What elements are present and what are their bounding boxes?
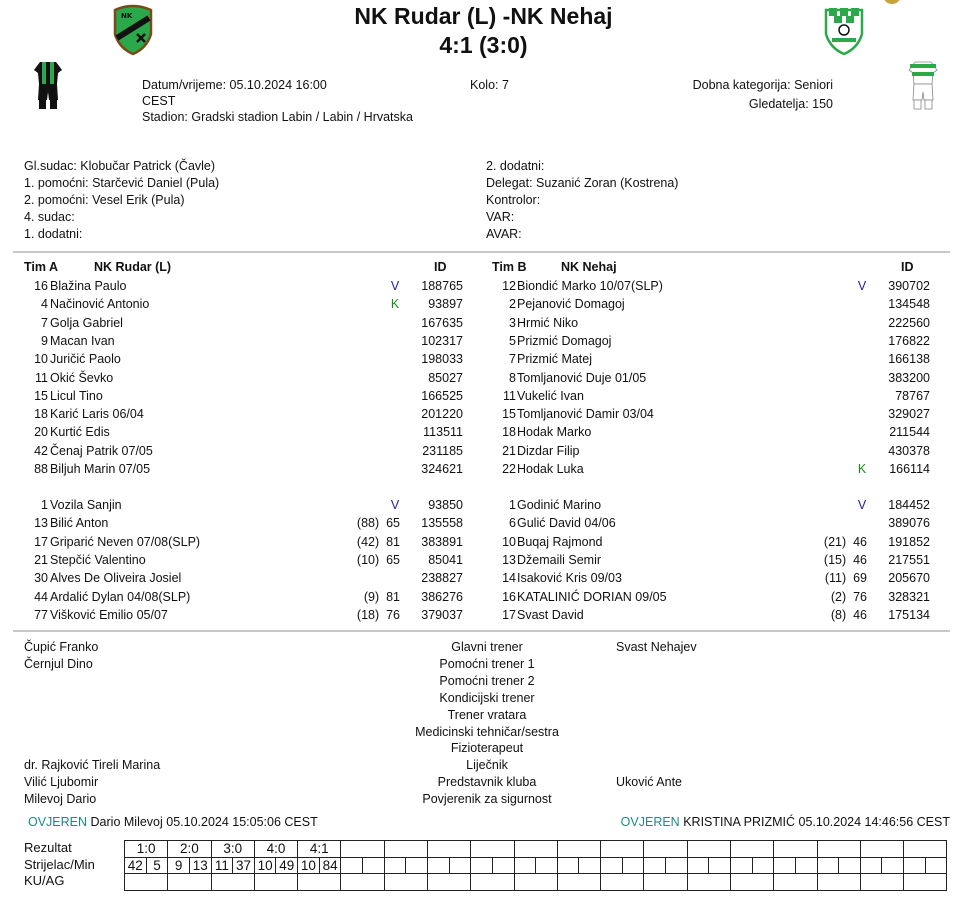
player-name: Okić Ševko: [50, 370, 114, 385]
player-number: 16: [502, 589, 516, 604]
match-stadium: Stadion: Gradski stadion Labin / Labin / Hrvatska: [142, 110, 413, 124]
goals-grid: [124, 840, 947, 891]
score-cell: 2:0: [168, 841, 211, 858]
scorer-cell: [687, 857, 709, 874]
minute-cell: [795, 857, 817, 874]
player-id: 198033: [421, 352, 463, 367]
player-number: 5: [509, 333, 516, 348]
player-number: 6: [509, 516, 516, 531]
staff-role: Liječnik: [466, 758, 508, 773]
player-id: 217551: [888, 552, 930, 567]
minute-cell: [709, 857, 731, 874]
player-id: 176822: [888, 333, 930, 348]
player-number: 42: [34, 443, 48, 458]
home-verified-text: Dario Milevoj 05.10.2024 15:05:06 CEST: [90, 815, 318, 829]
scorer-row: [125, 857, 947, 874]
player-name: Višković Emilio 05/07: [50, 607, 168, 622]
player-name: Načinović Antonio: [50, 297, 150, 312]
goalkeeper-mark: V: [857, 279, 867, 293]
substitution-info: (8) 46: [830, 607, 867, 622]
player-id: 211544: [889, 425, 930, 440]
substitution-info: (15) 46: [823, 552, 867, 567]
goalkeeper-mark: V: [390, 498, 400, 512]
minute-cell: [882, 857, 904, 874]
staff-role: Povjerenik za sigurnost: [422, 792, 552, 807]
svg-text:NK: NK: [121, 12, 133, 20]
starter-row: [0, 387, 967, 405]
score-cell: [687, 841, 730, 858]
player-name: Buqaj Rajmond: [517, 534, 603, 549]
official-assistant-1: 1. pomoćni: Starčević Daniel (Pula): [24, 176, 220, 190]
minute-cell: [492, 857, 514, 874]
result-row-label: Rezultat: [24, 840, 72, 855]
player-number: 21: [34, 552, 48, 567]
substitution-info: (11) 69: [824, 571, 867, 586]
scorer-cell: 10: [298, 857, 320, 874]
away-club-logo-icon: [822, 4, 866, 56]
player-number: 21: [502, 443, 516, 458]
player-id: 329027: [888, 407, 930, 422]
player-id: 379037: [421, 607, 463, 622]
score-cell: [644, 841, 687, 858]
official-controller: Kontrolor:: [486, 193, 541, 207]
player-number: 17: [502, 607, 516, 622]
ku-ag-cell: [514, 874, 557, 891]
player-name: Biljuh Marin 07/05: [50, 462, 151, 476]
player-number: 13: [34, 516, 48, 531]
ku-ag-cell: [254, 874, 297, 891]
away-verified-text: KRISTINA PRIZMIĆ 05.10.2024 14:46:56 CEST: [683, 815, 950, 829]
staff-role: Predstavnik kluba: [437, 775, 537, 790]
score-cell: 4:1: [298, 841, 341, 858]
player-number: 11: [35, 370, 48, 385]
ku-ag-cell: [211, 874, 254, 891]
substitute-row: [0, 588, 967, 606]
player-number: 9: [41, 333, 48, 348]
player-name: Prizmić Matej: [517, 352, 593, 367]
substitution-info: (2) 76: [830, 589, 867, 604]
team-b-id-header: ID: [901, 260, 914, 274]
player-id: 328321: [888, 589, 930, 604]
score-cell: [904, 841, 947, 858]
match-timezone: CEST: [142, 94, 176, 108]
divider: [13, 630, 950, 632]
ku-ag-cell: [730, 874, 773, 891]
team-b-name: NK Nehaj: [561, 260, 617, 274]
scorer-cell: 9: [168, 857, 190, 874]
substitution-info: (88) 65: [356, 516, 400, 531]
starter-row: [0, 405, 967, 423]
player-name: Dizdar Filip: [517, 443, 580, 458]
player-name: Pejanović Domagoj: [517, 297, 625, 312]
ku-ag-cell: [687, 874, 730, 891]
match-datetime: Datum/vrijeme: 05.10.2024 16:00: [142, 78, 327, 92]
minute-cell: [406, 857, 428, 874]
minute-cell: [536, 857, 558, 874]
substitution-info: (42) 81: [356, 534, 400, 549]
home-staff-name: Černjul Dino: [24, 656, 93, 671]
player-name: Biondić Marko 10/07(SLP): [517, 279, 663, 293]
starter-row: [0, 350, 967, 368]
score-cell: [774, 841, 817, 858]
player-number: 4: [41, 297, 48, 312]
player-id: 85041: [428, 552, 463, 567]
player-number: 88: [34, 462, 48, 476]
score-cell: [860, 841, 903, 858]
player-name: Karić Laris 06/04: [50, 407, 144, 422]
staff-role: Kondicijski trener: [439, 690, 535, 705]
official-referee: Gl.sudac: Klobučar Patrick (Čavle): [24, 159, 216, 173]
score-cell: [557, 841, 600, 858]
player-number: 12: [502, 279, 516, 293]
player-number: 3: [509, 315, 516, 330]
official-avar: AVAR:: [486, 227, 522, 241]
substitution-info: (9) 81: [363, 589, 400, 604]
title-separator: -: [502, 3, 511, 29]
player-number: 22: [502, 462, 516, 476]
player-name: Tomljanović Damir 03/04: [517, 407, 654, 422]
minute-cell: [449, 857, 471, 874]
officials-right: [486, 158, 678, 243]
player-name: Golja Gabriel: [50, 315, 123, 330]
player-id: 383891: [421, 534, 463, 549]
minute-cell: 37: [233, 857, 255, 874]
starter-row: [0, 460, 967, 478]
ku-ag-cell: [860, 874, 903, 891]
home-kit-icon: [33, 60, 63, 110]
player-number: 16: [34, 279, 48, 293]
away-verified-status: OVJEREN: [620, 815, 680, 829]
player-id: 78767: [895, 388, 930, 403]
player-name: Juričić Paolo: [50, 352, 121, 367]
official-additional-2: 2. dodatni:: [486, 159, 545, 173]
score-cell: [427, 841, 470, 858]
team-a-name: NK Rudar (L): [94, 260, 172, 274]
player-number: 14: [502, 571, 516, 586]
player-id: 175134: [888, 607, 930, 622]
scorer-cell: [514, 857, 536, 874]
minute-cell: 49: [276, 857, 298, 874]
attendance: Gledatelja: 150: [748, 97, 833, 111]
ku-ag-cell: [644, 874, 687, 891]
player-number: 44: [34, 589, 48, 604]
minute-cell: 5: [146, 857, 168, 874]
ku-ag-cell: [774, 874, 817, 891]
player-number: 1: [509, 498, 516, 512]
ku-ag-cell: [904, 874, 947, 891]
starter-row: [0, 423, 967, 441]
player-id: 383200: [888, 370, 930, 385]
player-id: 231185: [422, 443, 463, 458]
minute-cell: [622, 857, 644, 874]
player-name: Macan Ivan: [50, 333, 115, 348]
player-name: Vozila Sanjin: [50, 498, 122, 512]
score-cell: 1:0: [125, 841, 168, 858]
player-number: 7: [509, 352, 516, 367]
official-fourth: 4. sudac:: [24, 210, 75, 224]
player-id: 238827: [421, 571, 463, 586]
scorer-cell: [904, 857, 926, 874]
home-verified-status: OVJEREN: [28, 815, 88, 829]
scorer-cell: [557, 857, 579, 874]
player-id: 167635: [421, 315, 463, 330]
player-name: Hodak Luka: [517, 462, 584, 476]
substitute-row: [0, 496, 967, 514]
player-id: 134548: [888, 297, 930, 312]
staff-role: Glavni trener: [451, 640, 523, 654]
team-b-label: Tim B: [492, 260, 527, 274]
score-cell: [730, 841, 773, 858]
player-number: 15: [502, 407, 516, 422]
substitution-info: (10) 65: [356, 552, 400, 567]
substitute-row: [0, 606, 967, 624]
player-id: 135558: [421, 516, 463, 531]
scorer-cell: [384, 857, 406, 874]
scorer-cell: [860, 857, 882, 874]
player-number: 8: [509, 370, 516, 385]
player-name: Hodak Marko: [517, 425, 592, 440]
substitution-info: (18) 76: [356, 607, 400, 622]
score-cell: 3:0: [211, 841, 254, 858]
scorer-cell: 42: [125, 857, 147, 874]
ku-ag-cell: [298, 874, 341, 891]
player-number: 10: [502, 534, 516, 549]
player-name: Isaković Kris 09/03: [517, 571, 622, 586]
home-team-name: NK Rudar (L): [354, 3, 497, 29]
minute-cell: [839, 857, 861, 874]
player-id: 166525: [421, 388, 463, 403]
player-number: 11: [503, 388, 516, 403]
player-name: Licul Tino: [50, 388, 103, 403]
player-id: 430378: [888, 443, 930, 458]
player-name: Stepčić Valentino: [50, 552, 146, 567]
ku-ag-cell: [384, 874, 427, 891]
player-id: 389076: [888, 516, 930, 531]
player-name: Vukelić Ivan: [517, 388, 584, 403]
match-round: Kolo: 7: [470, 78, 509, 92]
ku-ag-cell: [817, 874, 860, 891]
away-staff-name: Uković Ante: [616, 775, 683, 790]
official-additional-1: 1. dodatni:: [24, 227, 83, 241]
substitution-info: (21) 46: [823, 534, 867, 549]
player-number: 2: [509, 297, 516, 312]
away-kit-icon: [908, 60, 938, 110]
substitute-row: [0, 551, 967, 569]
scorer-cell: 11: [211, 857, 233, 874]
home-staff-name: Čupić Franko: [24, 640, 99, 654]
staff-role: Medicinski tehničar/sestra: [415, 724, 559, 739]
starter-row: [0, 314, 967, 332]
official-delegate: Delegat: Suzanić Zoran (Kostrena): [486, 176, 679, 190]
staff-role: Fizioterapeut: [450, 741, 524, 756]
ku-ag-cell: [341, 874, 384, 891]
minute-cell: [579, 857, 601, 874]
player-name: Griparić Neven 07/08(SLP): [50, 534, 201, 549]
ku-ag-cell: [168, 874, 211, 891]
player-number: 20: [34, 425, 48, 440]
score-cell: [341, 841, 384, 858]
captain-mark: K: [857, 462, 867, 476]
minute-cell: [752, 857, 774, 874]
ku-ag-cell: [471, 874, 514, 891]
player-number: 15: [34, 388, 48, 403]
away-staff-name: Svast Nehajev: [616, 640, 697, 654]
player-id: 113511: [423, 425, 463, 440]
away-team-name: NK Nehaj: [510, 3, 613, 29]
player-name: Bilić Anton: [50, 516, 109, 531]
home-verification: [28, 814, 318, 831]
staff-role: Trener vratara: [447, 707, 527, 722]
player-name: Džemaili Semir: [517, 552, 602, 567]
scorer-cell: [730, 857, 752, 874]
player-id: 188765: [421, 279, 463, 293]
player-name: Prizmić Domagoj: [517, 333, 612, 348]
player-name: Alves De Oliveira Josiel: [50, 571, 182, 586]
player-number: 17: [34, 534, 48, 549]
player-id: 166114: [889, 462, 930, 476]
player-number: 18: [34, 407, 48, 422]
team-a-id-header: ID: [434, 260, 447, 274]
score-cell: [817, 841, 860, 858]
scorer-cell: 10: [254, 857, 276, 874]
substitute-row: [0, 569, 967, 587]
score-cell: [384, 841, 427, 858]
ku-ag-row-label: KU/AG: [24, 873, 65, 888]
captain-mark: K: [390, 297, 400, 312]
player-number: 77: [34, 607, 48, 622]
player-number: 10: [34, 352, 48, 367]
ku-ag-cell: [557, 874, 600, 891]
player-name: Svast David: [517, 607, 584, 622]
player-id: 191852: [888, 534, 930, 549]
player-id: 386276: [421, 589, 463, 604]
minute-cell: [363, 857, 385, 874]
scorer-cell: [427, 857, 449, 874]
minute-cell: [925, 857, 947, 874]
substitute-row: [0, 533, 967, 551]
result-row: [125, 841, 947, 858]
goalkeeper-mark: V: [390, 279, 400, 293]
scorer-row-label: Strijelac/Min: [24, 856, 95, 872]
home-staff-name: dr. Rajković Tireli Marina: [24, 758, 161, 773]
official-var: VAR:: [486, 210, 515, 224]
player-name: Ardalić Dylan 04/08(SLP): [50, 589, 191, 604]
player-id: 93850: [428, 498, 463, 512]
score-cell: [514, 841, 557, 858]
score-cell: [471, 841, 514, 858]
starter-row: [0, 442, 967, 460]
official-assistant-2: 2. pomoćni: Vesel Erik (Pula): [24, 193, 185, 207]
scorer-cell: [774, 857, 796, 874]
player-number: 1: [41, 498, 48, 512]
player-name: Čenaj Patrik 07/05: [50, 443, 153, 458]
final-score: 4:1 (3:0): [439, 32, 528, 58]
staff-role: Pomoćni trener 1: [439, 656, 535, 671]
ku-ag-row: [125, 874, 947, 891]
ku-ag-cell: [427, 874, 470, 891]
score-cell: 4:0: [254, 841, 297, 858]
scorer-cell: [471, 857, 493, 874]
player-number: 7: [41, 315, 48, 330]
team-a-label: Tim A: [24, 260, 59, 274]
minute-cell: 13: [189, 857, 211, 874]
player-name: Tomljanović Duje 01/05: [517, 370, 647, 385]
ku-ag-cell: [601, 874, 644, 891]
ku-ag-cell: [125, 874, 168, 891]
player-name: Godinić Marino: [517, 498, 602, 512]
minute-cell: [666, 857, 688, 874]
player-number: 18: [502, 425, 516, 440]
player-name: Gulić David 04/06: [517, 516, 616, 531]
player-number: 13: [502, 552, 516, 567]
home-staff-name: Vilić Ljubomir: [24, 775, 99, 790]
scorer-cell: [341, 857, 363, 874]
player-id: 205670: [888, 571, 930, 586]
home-staff-name: Milevoj Dario: [24, 792, 97, 807]
scorer-cell: [817, 857, 839, 874]
player-id: 390702: [888, 279, 930, 293]
player-name: Kurtić Edis: [50, 425, 110, 440]
player-name: KATALINIĆ DORIAN 09/05: [517, 589, 667, 604]
player-id: 324621: [421, 462, 463, 476]
player-id: 201220: [421, 407, 463, 422]
starter-row: [0, 295, 967, 313]
starter-row: [0, 332, 967, 350]
scorer-cell: [601, 857, 623, 874]
player-id: 222560: [888, 315, 930, 330]
away-verification: [600, 814, 950, 831]
player-id: 166138: [888, 352, 930, 367]
minute-cell: 84: [319, 857, 341, 874]
home-club-logo-icon: [111, 4, 155, 56]
player-id: 184452: [888, 498, 930, 512]
age-category: Dobna kategorija: Seniori: [692, 78, 833, 92]
staff-role: Pomoćni trener 2: [439, 673, 535, 688]
player-name: Blažina Paulo: [50, 279, 127, 293]
player-id: 102317: [421, 333, 463, 348]
scorer-cell: [644, 857, 666, 874]
substitute-row: [0, 514, 967, 532]
divider: [13, 251, 950, 253]
player-number: 30: [34, 571, 48, 586]
score-cell: [601, 841, 644, 858]
player-id: 85027: [428, 370, 463, 385]
player-name: Hrmić Niko: [517, 315, 579, 330]
goalkeeper-mark: V: [857, 498, 867, 512]
officials-left: [24, 158, 219, 243]
starter-row: [0, 277, 967, 295]
starter-row: [0, 369, 967, 387]
player-id: 93897: [428, 297, 463, 312]
